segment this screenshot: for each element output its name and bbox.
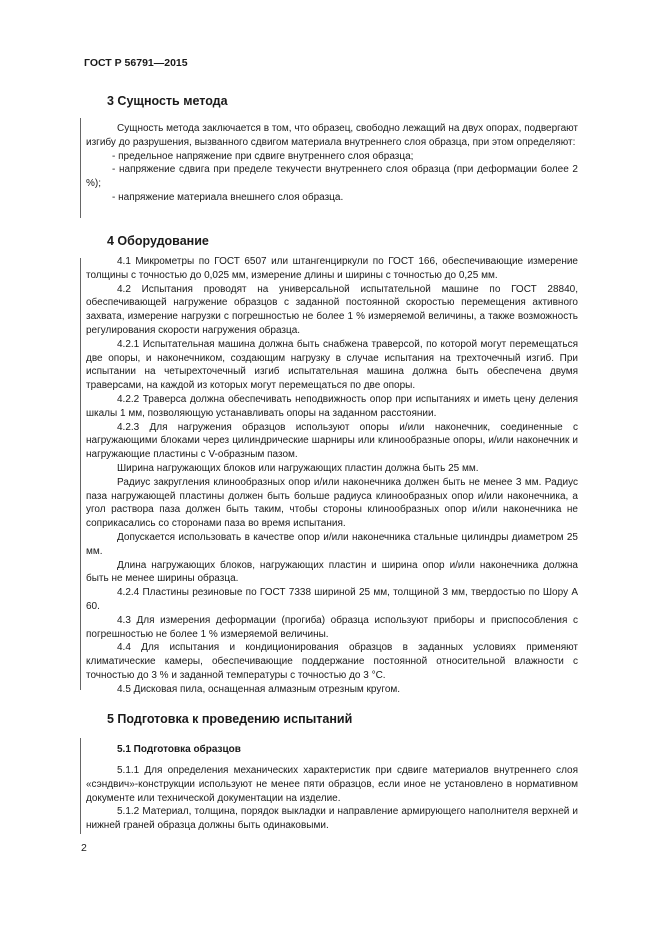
paragraph: 4.5 Дисковая пила, оснащенная алмазным отрезным кругом. xyxy=(117,683,401,695)
section-5-body xyxy=(86,764,578,833)
section-4-body xyxy=(86,255,578,697)
paragraph: 4.2.3 Для нагружения образцов используют опоры и/или наконечник, соединенные с нагружающими блоками через цилиндрические шарниры или клинообразные опоры, и/или наконечник и нагружающие пластины с V-образным пазом. xyxy=(86,421,578,461)
change-bar xyxy=(80,258,81,690)
paragraph: Длина нагружающих блоков, нагружающих пластин и ширина опор и/или наконечника должна быть не менее ширины образца. xyxy=(86,559,578,585)
list-item: - напряжение материала внешнего слоя образца. xyxy=(112,191,344,203)
paragraph: Допускается использовать в качестве опор и/или наконечника стальные цилиндры диаметром 25 мм. xyxy=(86,531,578,557)
page-number: 2 xyxy=(81,842,87,854)
list-item: - предельное напряжение при сдвиге внутреннего слоя образца; xyxy=(112,150,414,162)
paragraph: 4.3 Для измерения деформации (прогиба) образца используют приборы и приспособления с погрешностью не более 1 % измеряемой величины. xyxy=(86,614,578,640)
paragraph: 4.1 Микрометры по ГОСТ 6507 или штангенциркули по ГОСТ 166, обеспечивающие измерение толщины с точностью до 0,025 мм, измерение длины и ширины с точностью до 0,25 мм. xyxy=(86,256,578,281)
section-3-body xyxy=(86,122,578,205)
paragraph: 4.2 Испытания проводят на универсальной испытательной машине по ГОСТ 28840, обеспечивающей нагружение образцов с заданной постоянной скоростью перемещения активного захвата, измерение нагрузки с погрешностью не более 1 % измеряемой величины, а также возможность регулирования скорости нагружения образца. xyxy=(86,283,578,336)
paragraph: Ширина нагружающих блоков или нагружающих пластин должна быть 25 мм. xyxy=(117,462,479,474)
paragraph: Радиус закругления клинообразных опор и/или наконечника должен быть не менее 3 мм. Радиус паза нагружающей пластины должен быть больше радиуса клинообразных опор и/или наконечника, а угол раствора паза должен быть таким, чтобы стороны клинообразных опор и/или наконечника не соприкасались со сторонами паза во время испытания. xyxy=(86,476,578,530)
paragraph: 5.1.1 Для определения механических характеристик при сдвиге материалов внутреннего слоя «сэндвич»-конструкции используют не менее пяти образцов, если иное не установлено в нормативном документе или технической документации на изделие. xyxy=(86,765,578,804)
paragraph: Сущность метода заключается в том, что образец, свободно лежащий на двух опорах, подвергают изгибу до разрушения, вызванного сдвигом материала внутреннего слоя образца, при этом определяют: xyxy=(86,123,578,148)
paragraph: 4.2.4 Пластины резиновые по ГОСТ 7338 шириной 25 мм, толщиной 3 мм, твердостью по Шору А 60. xyxy=(86,587,578,612)
change-bar xyxy=(80,738,81,834)
change-bar xyxy=(80,118,81,218)
paragraph: 4.4 Для испытания и кондиционирования образцов в заданных условиях применяют климатические камеры, обеспечивающие поддержание постоянной относительной влажности с точностью до 3 % и заданной температуры с точностью до 3 °С. xyxy=(86,642,578,681)
paragraph: 4.2.2 Траверса должна обеспечивать неподвижность опор при испытаниях и иметь цену деления шкалы 1 мм, позволяющую устанавливать опоры на заданном расстоянии. xyxy=(86,393,578,419)
section-5-title: 5 Подготовка к проведению испытаний xyxy=(107,712,353,726)
list-item: - напряжение сдвига при пределе текучести внутреннего слоя образца (при деформации более 2 %); xyxy=(86,164,578,190)
section-4-title: 4 Оборудование xyxy=(107,234,209,248)
section-3-title: 3 Сущность метода xyxy=(107,94,228,108)
subsection-5-1-title: 5.1 Подготовка образцов xyxy=(117,744,241,755)
paragraph: 5.1.2 Материал, толщина, порядок выкладки и направление армирующего наполнителя верхней и нижней граней образца должны быть одинаковыми. xyxy=(86,806,578,832)
paragraph: 4.2.1 Испытательная машина должна быть снабжена траверсой, по которой могут перемещаться две опоры, и наконечником, создающим нагрузку в случае испытания на трехточечный изгиб. При испытании на четырехточечный изгиб испытательная машина должна быть обеспечена двумя траверсами, на каждой из которых могут перемещаться по две опоры. xyxy=(86,338,578,392)
document-header: ГОСТ Р 56791—2015 xyxy=(84,57,188,69)
